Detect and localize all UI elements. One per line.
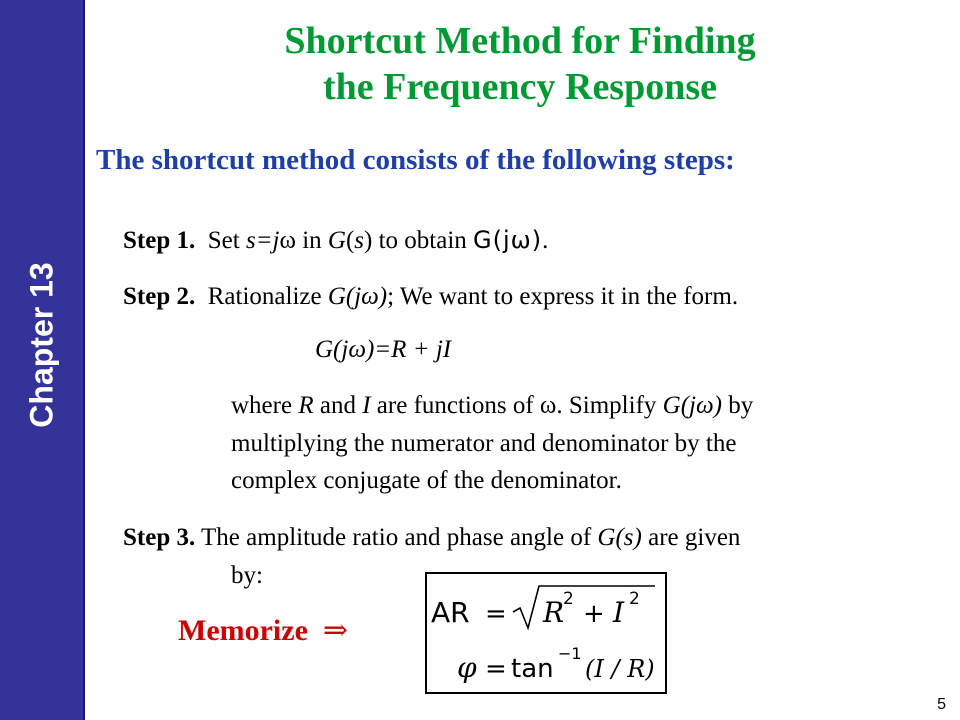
subtitle: The shortcut method consists of the following steps: bbox=[96, 144, 735, 176]
omega-symbol: ω bbox=[279, 227, 296, 254]
step-1-s-eq: s=j bbox=[245, 227, 280, 254]
step-3-text: The amplitude ratio and phase angle of bbox=[195, 524, 598, 551]
step-1-number: Step 1. bbox=[123, 227, 196, 254]
plus-sign: + bbox=[583, 599, 605, 629]
equals-sign-2: = bbox=[485, 654, 507, 684]
where-text: by bbox=[721, 392, 754, 419]
step-1: Step 1. Set s=jω in G(s) to obtain G(jω). bbox=[123, 226, 549, 254]
step-3 bbox=[123, 524, 740, 552]
step-2-text: Rationalize bbox=[207, 283, 328, 310]
I-exponent: 2 bbox=[629, 589, 640, 609]
step-3-number: Step 3. bbox=[123, 524, 196, 551]
step-1-s: s bbox=[354, 227, 365, 254]
chapter-label: Chapter 13 bbox=[23, 262, 60, 428]
Gjw-var: G(jω) bbox=[662, 392, 722, 419]
step-1-text: to obtain bbox=[372, 227, 467, 254]
equals-sign: = bbox=[485, 599, 507, 629]
inverse-exponent: −1 bbox=[558, 644, 582, 663]
arrow-icon: ⇒ bbox=[322, 614, 349, 647]
step-1-text: Set bbox=[207, 227, 246, 254]
step-2-Gjw: G(jω) bbox=[327, 283, 388, 310]
I-symbol: I bbox=[613, 596, 625, 629]
step-3-line-2: by: bbox=[231, 562, 263, 589]
memorize-label bbox=[178, 613, 348, 648]
step-2-where-line-3: complex conjugate of the denominator. bbox=[231, 467, 622, 494]
formula-svg bbox=[427, 574, 665, 692]
R-var: R bbox=[298, 392, 314, 419]
step-3-text: are given bbox=[641, 524, 741, 551]
R-exponent: 2 bbox=[563, 589, 574, 609]
ar-label: AR bbox=[431, 596, 470, 629]
memorize-text: Memorize bbox=[178, 614, 308, 647]
step-2 bbox=[123, 283, 738, 311]
sidebar-divider bbox=[83, 0, 85, 720]
step-2-text: ; We want to express it in the form. bbox=[387, 283, 739, 310]
step-2-where-line-1 bbox=[231, 392, 753, 420]
phi-symbol: φ bbox=[457, 651, 477, 684]
step-2-number: Step 2. bbox=[123, 283, 196, 310]
I-var: I bbox=[362, 392, 371, 419]
step-3-Gs: G(s) bbox=[597, 524, 642, 551]
slide-title bbox=[120, 18, 920, 110]
title-line-1: Shortcut Method for Finding bbox=[284, 20, 756, 62]
formula-box bbox=[425, 572, 667, 694]
where-text: are functions of ω. Simplify bbox=[370, 392, 663, 419]
ratio-expression: (I / R) bbox=[585, 655, 655, 683]
page-number: 5 bbox=[937, 696, 946, 713]
R-symbol: R bbox=[543, 596, 565, 629]
step-1-formula: G(jω) bbox=[473, 226, 543, 254]
step-1-G: G bbox=[327, 227, 346, 254]
tan-function: tan bbox=[511, 654, 554, 684]
where-text: where bbox=[231, 392, 299, 419]
title-line-2: the Frequency Response bbox=[322, 66, 718, 108]
step-2-form: G(jω)=R + jI bbox=[315, 336, 452, 363]
step-2-where-line-2: multiplying the numerator and denominator by the bbox=[231, 430, 737, 457]
step-1-period: . bbox=[542, 227, 549, 254]
and-text: and bbox=[313, 392, 363, 419]
step-1-text: in bbox=[295, 227, 328, 254]
